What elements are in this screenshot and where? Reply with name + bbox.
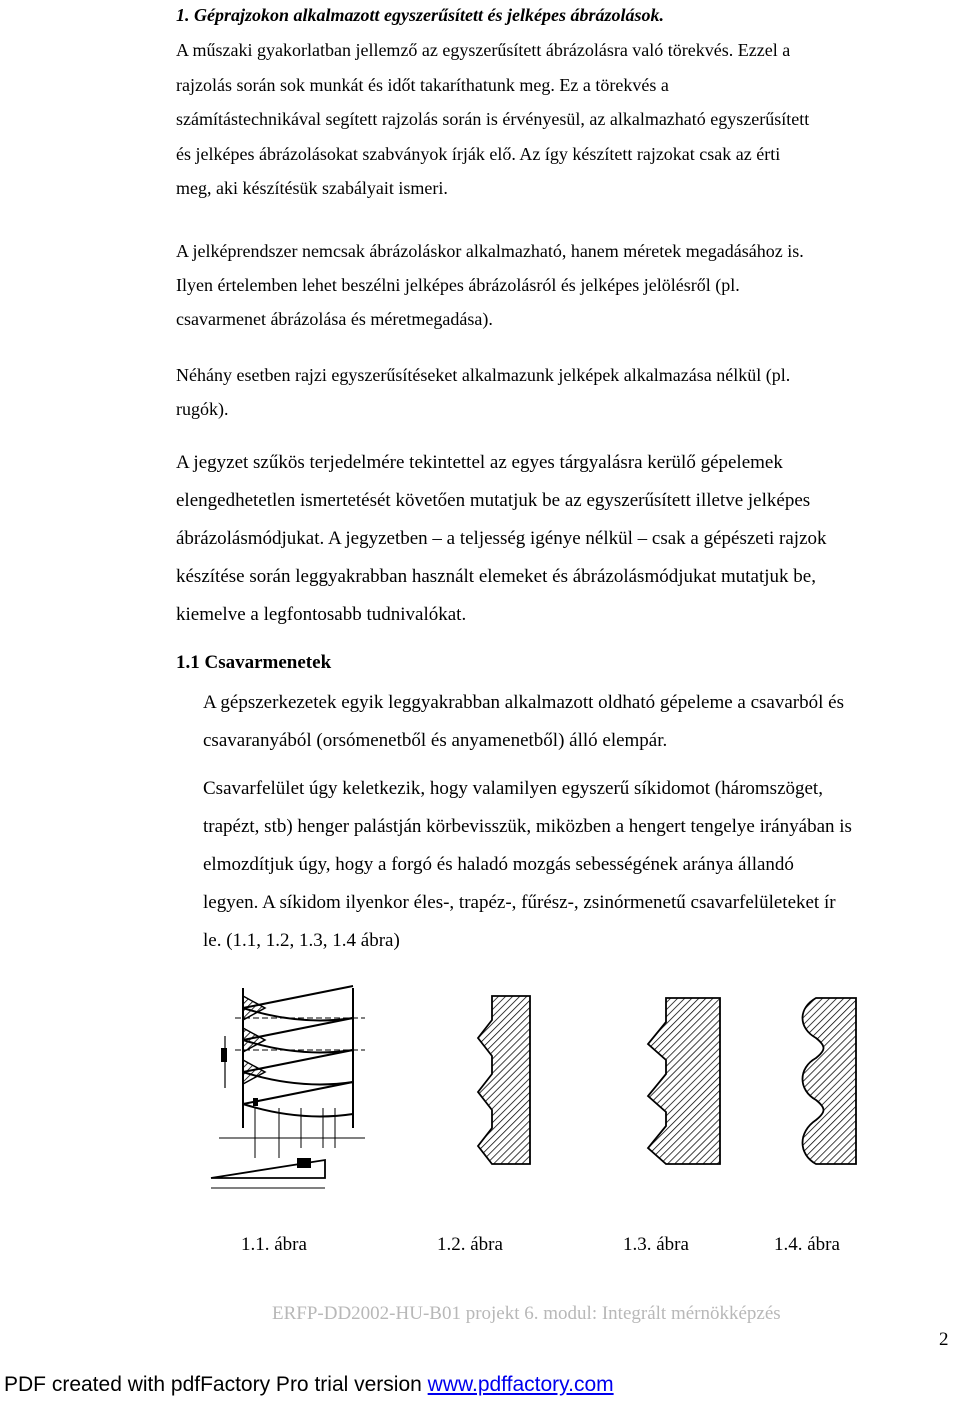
paragraph-scope — [176, 444, 958, 634]
text-line: Ilyen értelemben lehet beszélni jelképes ábrázolásról és jelképes jelölésről (pl. — [176, 275, 740, 295]
pdffactory-link[interactable]: www.pdffactory.com — [427, 1373, 614, 1396]
figure-caption: 1.3. ábra — [623, 1234, 689, 1255]
text-line: elengedhetetlen ismertetését követően mutatjuk be az egyszerűsített illetve jelképes — [176, 490, 811, 511]
text-line: elmozdítjuk úgy, hogy a forgó és haladó mozgás sebességének aránya állandó — [203, 854, 794, 875]
section-heading: 1.1 Csavarmenetek — [176, 652, 332, 673]
figure-1-1-thread-drawing — [205, 978, 385, 1200]
chapter-heading: 1. Géprajzokon alkalmazott egyszerűsített és jelképes ábrázolások. — [176, 5, 664, 25]
paragraph-thread-surface — [203, 770, 852, 960]
paragraph-symbol-system — [176, 234, 958, 336]
text-line: meg, aki készítésük szabályait ismeri. — [176, 178, 448, 198]
figure-caption: 1.1. ábra — [241, 1234, 307, 1255]
text-line: A jegyzet szűkös terjedelmére tekintettel az egyes tárgyalásra kerülő gépelemek — [176, 452, 783, 473]
text-line: ábrázolásmódjukat. A jegyzetben – a teljesség igénye nélkül – csak a gépészeti rajzok — [176, 528, 827, 549]
text-line: kiemelve a legfontosabb tudnivalókat. — [176, 604, 467, 625]
figure-1-4-round-thread-profile — [796, 996, 860, 1166]
text-line: A jelképrendszer nemcsak ábrázoláskor alkalmazható, hanem méretek megadásához is. — [176, 241, 804, 261]
page-footer: ERFP-DD2002-HU-B01 projekt 6. modul: Integrált mérnökképzés — [272, 1303, 781, 1324]
pdf-notice-text: PDF created with pdfFactory Pro trial version — [4, 1373, 428, 1396]
text-line: és jelképes ábrázolásokat szabványok írják elő. Az így készített rajzokat csak az érti — [176, 143, 781, 164]
figure-1-2-v-thread-profile — [472, 994, 534, 1166]
text-line: legyen. A síkidom ilyenkor éles-, trapéz-, fűrész-, zsinórmenetű csavarfelületeket ír — [203, 892, 836, 913]
text-line: trapézt, stb) henger palástján körbevisszük, miközben a hengert tengelye irányában is — [203, 816, 852, 837]
text-line: A műszaki gyakorlatban jellemző az egyszerűsített ábrázolásra való törekvés. Ezzel a — [176, 40, 791, 60]
figure-caption: 1.2. ábra — [437, 1234, 503, 1255]
figure-caption: 1.4. ábra — [774, 1234, 840, 1255]
text-line: készítése során leggyakrabban használt elemeket és ábrázolásmódjukat mutatjuk be, — [176, 566, 816, 587]
text-line: csavaranyából (orsómenetből és anyamenetből) álló elempár. — [203, 730, 668, 751]
paragraph-simplification — [176, 358, 958, 426]
pdf-watermark-bar — [4, 1371, 614, 1399]
text-line: rugók). — [176, 399, 229, 419]
text-line: csavarmenet ábrázolása és méretmegadása). — [176, 309, 493, 329]
paragraph-intro — [176, 33, 958, 206]
text-line: le. (1.1, 1.2, 1.3, 1.4 ábra) — [203, 930, 400, 951]
figure-1-3-sawtooth-thread-profile — [644, 996, 726, 1166]
paragraph-screw-pair — [203, 684, 844, 760]
text-line: A gépszerkezetek egyik leggyakrabban alkalmazott oldható gépeleme a csavarból és — [203, 692, 844, 713]
text-line: számítástechnikával segített rajzolás során is érvényesül, az alkalmazható egyszerűsített — [176, 109, 810, 129]
text-line: Csavarfelület úgy keletkezik, hogy valamilyen egyszerű síkidomot (háromszöget, — [203, 778, 823, 799]
text-line: rajzolás során sok munkát és időt takaríthatunk meg. Ez a törekvés a — [176, 74, 669, 95]
page-number: 2 — [939, 1329, 949, 1350]
text-line: Néhány esetben rajzi egyszerűsítéseket alkalmazunk jelképek alkalmazása nélkül (pl. — [176, 365, 791, 385]
